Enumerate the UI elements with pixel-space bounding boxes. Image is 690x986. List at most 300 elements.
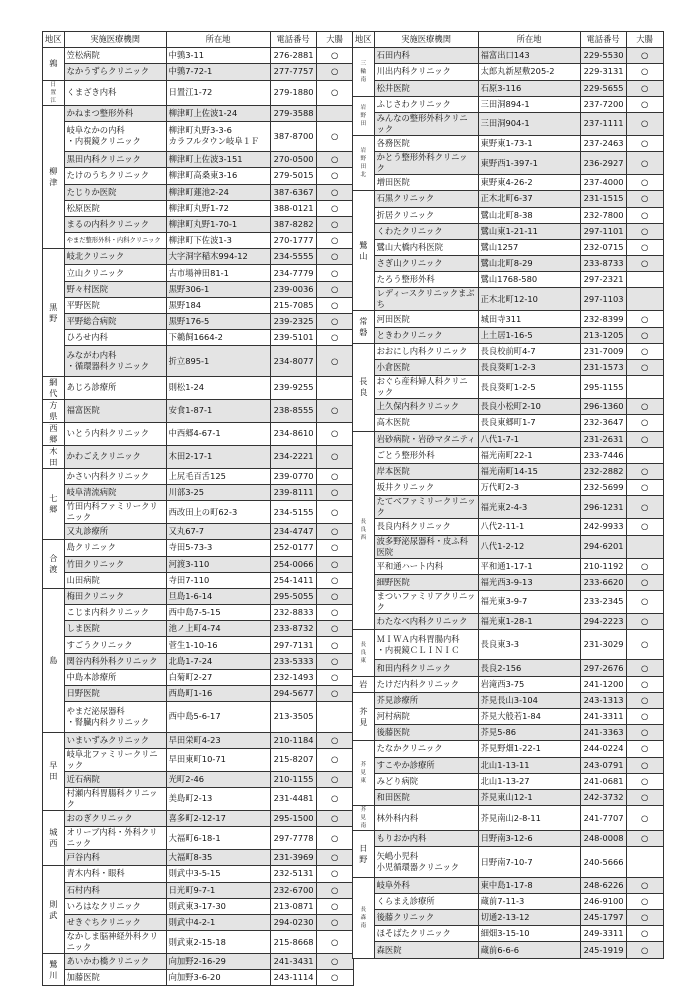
clinic-phone: 245-1919	[580, 942, 626, 958]
bowel-mark: ○	[626, 613, 663, 629]
clinic-phone: 387-6367	[270, 184, 316, 200]
clinic-address: 平和通1-17-1	[478, 558, 580, 574]
clinic-address: 柳津町高桑東3-16	[166, 168, 270, 184]
clinic-name: 川出内科クリニック	[374, 64, 478, 80]
bowel-mark: ○	[626, 893, 663, 909]
clinic-phone: 233-6620	[580, 574, 626, 590]
bowel-mark: ○	[626, 496, 663, 519]
clinic-name: 青木内科・眼科	[64, 866, 166, 882]
clinic-phone: 241-1200	[580, 676, 626, 692]
clinic-address: 東野東4-26-2	[478, 175, 580, 191]
clinic-phone: 243-1114	[270, 970, 316, 986]
clinic-phone: 231-1515	[580, 191, 626, 207]
clinic-address: 細畑3-15-10	[478, 926, 580, 942]
clinic-phone: 297-7778	[270, 827, 316, 850]
clinic-name: 石田内科	[374, 48, 478, 64]
area-cell: 合 渡	[43, 540, 65, 589]
bowel-mark: ○	[316, 787, 353, 810]
bowel-mark	[626, 447, 663, 463]
clinic-address: 福光南町22-1	[478, 447, 580, 463]
clinic-name: 各務医院	[374, 135, 478, 151]
clinic-address: 古市場神田81-1	[166, 265, 270, 281]
clinic-address: 河渡3-110	[166, 556, 270, 572]
area-cell: 則 武	[43, 866, 65, 954]
area-cell: 網 代	[43, 376, 65, 399]
table-row	[43, 827, 354, 850]
clinic-name: 高木医院	[374, 415, 478, 431]
clinic-address: 八代1-7-1	[478, 431, 580, 447]
clinic-name: 波多野泌尿器科・皮ふ科医院	[374, 535, 478, 558]
clinic-phone: 234-2221	[270, 445, 316, 468]
table-row	[43, 588, 354, 604]
clinic-name: 岐阜北ファミリークリニック	[64, 748, 166, 771]
bowel-mark: ○	[316, 931, 353, 954]
clinic-phone: 233-2345	[580, 590, 626, 613]
clinic-phone: 242-9933	[580, 519, 626, 535]
bowel-mark: ○	[316, 184, 353, 200]
table-row	[353, 692, 664, 708]
clinic-phone: 233-8733	[580, 256, 626, 272]
bowel-mark: ○	[626, 910, 663, 926]
table-row	[43, 669, 354, 685]
clinic-phone: 237-7200	[580, 96, 626, 112]
bowel-mark: ○	[626, 207, 663, 223]
table-row	[43, 80, 354, 105]
clinic-phone: 241-3311	[580, 709, 626, 725]
clinic-phone: 231-3029	[580, 630, 626, 660]
clinic-address: 則武東3-17-30	[166, 898, 270, 914]
bowel-mark: ○	[626, 574, 663, 590]
clinic-address: 池ノ上町4-74	[166, 621, 270, 637]
clinic-address: 柳津町丸野1-70-1	[166, 216, 270, 232]
area-cell: 岩 野 田	[353, 96, 375, 135]
clinic-name: 坂井クリニック	[374, 480, 478, 496]
clinic-phone: 233-7446	[580, 447, 626, 463]
table-row	[353, 399, 664, 415]
table-row	[353, 660, 664, 676]
table-row	[43, 281, 354, 297]
table-row	[43, 346, 354, 376]
table-row	[353, 48, 664, 64]
bowel-mark: ○	[316, 200, 353, 216]
clinic-phone: 215-8207	[270, 748, 316, 771]
clinic-name: みんなの整形外科クリニック	[374, 112, 478, 135]
clinic-address: 芥見大般若1-84	[478, 709, 580, 725]
table-row	[43, 233, 354, 249]
clinic-address: 西中島7-5-15	[166, 605, 270, 621]
bowel-mark	[626, 288, 663, 311]
clinic-address: 鷺山1257	[478, 239, 580, 255]
clinic-address: 太郎丸新屋敷205-2	[478, 64, 580, 80]
clinic-name: 笠松病院	[64, 48, 166, 64]
clinic-address: 長良小松町2-10	[478, 399, 580, 415]
bowel-mark: ○	[626, 48, 663, 64]
clinic-name: みながわ内科 ・循環器科クリニック	[64, 346, 166, 376]
clinic-name: こじま内科クリニック	[64, 605, 166, 621]
header-phone: 電話番号	[580, 32, 626, 48]
bowel-mark: ○	[316, 524, 353, 540]
bowel-mark: ○	[626, 415, 663, 431]
clinic-name: たけのうちクリニック	[64, 168, 166, 184]
clinic-phone: 277-7757	[270, 64, 316, 80]
clinic-name: 鷺山大橋内科医院	[374, 239, 478, 255]
clinic-phone: 232-5699	[580, 480, 626, 496]
clinic-name: 矢嶋小児科 小児循環器クリニック	[374, 847, 478, 877]
area-cell: 長 森 南	[353, 877, 375, 958]
table-row	[353, 630, 664, 660]
clinic-name: 山田病院	[64, 572, 166, 588]
clinic-address: 福光南町14-15	[478, 463, 580, 479]
clinic-name: 芥見診療所	[374, 692, 478, 708]
clinic-name: いろはなクリニック	[64, 898, 166, 914]
bowel-mark: ○	[316, 540, 353, 556]
clinic-phone: 234-8610	[270, 422, 316, 445]
clinic-address: 安食1-87-1	[166, 399, 270, 422]
clinic-name: やまだ整形外科・内科クリニック	[64, 233, 166, 249]
bowel-mark: ○	[626, 630, 663, 660]
clinic-phone: 295-1155	[580, 376, 626, 399]
bowel-mark: ○	[316, 445, 353, 468]
table-row	[353, 480, 664, 496]
table-row	[353, 207, 664, 223]
table-row	[353, 223, 664, 239]
clinic-phone: 237-1111	[580, 112, 626, 135]
clinic-phone: 234-7779	[270, 265, 316, 281]
clinic-address: 芥見東山12-1	[478, 789, 580, 805]
clinic-name: 岐阜清流病院	[64, 484, 166, 500]
clinic-phone: 242-3732	[580, 789, 626, 805]
right-table-body	[353, 48, 664, 958]
area-cell: 方 県	[43, 399, 65, 422]
table-row	[353, 415, 664, 431]
bowel-mark: ○	[626, 239, 663, 255]
table-row	[353, 741, 664, 757]
bowel-mark	[626, 847, 663, 877]
clinic-phone: 215-8668	[270, 931, 316, 954]
clinic-phone: 231-1573	[580, 360, 626, 376]
table-row	[43, 64, 354, 80]
clinic-phone: 294-6201	[580, 535, 626, 558]
table-row	[353, 942, 664, 958]
clinic-name: かとう整形外科クリニック	[374, 152, 478, 175]
clinic-address: 旦島1-6-14	[166, 588, 270, 604]
bowel-mark: ○	[316, 954, 353, 970]
bowel-mark: ○	[626, 96, 663, 112]
clinic-name: 島クリニック	[64, 540, 166, 556]
clinic-address: 北山1-13-27	[478, 773, 580, 789]
bowel-mark: ○	[626, 519, 663, 535]
bowel-mark: ○	[626, 64, 663, 80]
area-cell: 岩	[353, 676, 375, 692]
bowel-mark: ○	[316, 121, 353, 151]
clinic-phone: 232-7800	[580, 207, 626, 223]
table-row	[43, 468, 354, 484]
area-cell: 城 西	[43, 810, 65, 865]
clinic-phone: 279-1880	[270, 80, 316, 105]
clinic-address: 日野南3-12-6	[478, 831, 580, 847]
table-row	[43, 898, 354, 914]
clinic-phone: 237-2463	[580, 135, 626, 151]
table-row	[353, 272, 664, 288]
clinic-address: 黒野184	[166, 297, 270, 313]
bowel-mark: ○	[626, 590, 663, 613]
clinic-phone: 233-5333	[270, 653, 316, 669]
clinic-address: 芥見5-86	[478, 725, 580, 741]
bowel-mark	[316, 376, 353, 399]
clinic-phone: 237-4000	[580, 175, 626, 191]
clinic-name: 又丸診療所	[64, 524, 166, 540]
clinic-address: 中鶉7-72-1	[166, 64, 270, 80]
bowel-mark: ○	[316, 669, 353, 685]
area-cell: 芥 見 東	[353, 741, 375, 806]
clinic-name: 松原医院	[64, 200, 166, 216]
clinic-name: ふじさわクリニック	[374, 96, 478, 112]
clinic-name: なかしま脳神経外科クリニック	[64, 931, 166, 954]
clinic-name: 平野医院	[64, 297, 166, 313]
clinic-address: 中鶉3-11	[166, 48, 270, 64]
clinic-name: 後藤クリニック	[374, 910, 478, 926]
clinic-address: 芥見野畑1-22-1	[478, 741, 580, 757]
clinic-name: まるの内科クリニック	[64, 216, 166, 232]
clinic-address: 則松1-24	[166, 376, 270, 399]
table-row	[353, 613, 664, 629]
clinic-address: 中西郷4-67-1	[166, 422, 270, 445]
bowel-mark	[316, 702, 353, 732]
clinic-phone: 232-0715	[580, 239, 626, 255]
clinic-phone: 244-0224	[580, 741, 626, 757]
clinic-name: 梅田クリニック	[64, 588, 166, 604]
clinic-address: 寺田7-110	[166, 572, 270, 588]
bowel-mark	[626, 272, 663, 288]
clinic-name: 増田医院	[374, 175, 478, 191]
clinic-name: 村瀬内科胃腸科クリニック	[64, 787, 166, 810]
table-row	[43, 152, 354, 168]
bowel-mark: ○	[316, 281, 353, 297]
clinic-phone: 213-1205	[580, 327, 626, 343]
table-row	[43, 501, 354, 524]
bowel-mark: ○	[626, 135, 663, 151]
bowel-mark	[626, 535, 663, 558]
bowel-mark: ○	[316, 732, 353, 748]
clinic-address: 西中島5-6-17	[166, 702, 270, 732]
bowel-mark: ○	[316, 249, 353, 265]
clinic-phone: 245-1797	[580, 910, 626, 926]
clinic-phone: 296-1360	[580, 399, 626, 415]
clinic-address: 三田洞894-1	[478, 96, 580, 112]
clinic-name: 立山クリニック	[64, 265, 166, 281]
clinic-name: 森医院	[374, 942, 478, 958]
clinic-phone: 231-4481	[270, 787, 316, 810]
clinic-phone: 210-1184	[270, 732, 316, 748]
clinic-phone: 279-3588	[270, 105, 316, 121]
area-cell: 鷺 川	[43, 954, 65, 986]
clinic-address: 福光東1-28-1	[478, 613, 580, 629]
clinic-address: 喜多町2-12-17	[166, 810, 270, 826]
table-row	[353, 64, 664, 80]
bowel-mark: ○	[626, 431, 663, 447]
clinic-phone: 232-1493	[270, 669, 316, 685]
table-row	[43, 850, 354, 866]
clinic-address: 北島1-7-24	[166, 653, 270, 669]
clinic-phone: 294-2223	[580, 613, 626, 629]
clinic-name: 平和通ハート内科	[374, 558, 478, 574]
bowel-mark: ○	[626, 660, 663, 676]
table-row	[353, 496, 664, 519]
bowel-mark: ○	[626, 480, 663, 496]
clinic-phone: 239-8111	[270, 484, 316, 500]
bowel-mark: ○	[316, 748, 353, 771]
clinic-address: 八代1-2-12	[478, 535, 580, 558]
bowel-mark: ○	[316, 850, 353, 866]
clinic-phone: 388-0121	[270, 200, 316, 216]
clinic-address: 日野南7-10-7	[478, 847, 580, 877]
area-cell: 三 輪 南	[353, 48, 375, 97]
table-row	[353, 519, 664, 535]
clinic-phone: 232-2882	[580, 463, 626, 479]
clinic-phone: 248-6226	[580, 877, 626, 893]
clinic-name: いとう内科クリニック	[64, 422, 166, 445]
bowel-mark: ○	[626, 399, 663, 415]
bowel-mark: ○	[626, 360, 663, 376]
clinic-name: 平野総合病院	[64, 314, 166, 330]
clinic-phone: 270-1777	[270, 233, 316, 249]
bowel-mark: ○	[316, 882, 353, 898]
table-row	[353, 926, 664, 942]
clinic-phone: 234-8077	[270, 346, 316, 376]
table-row	[43, 914, 354, 930]
clinic-name: たけだ内科クリニック	[374, 676, 478, 692]
bowel-mark: ○	[626, 831, 663, 847]
table-row	[43, 484, 354, 500]
clinic-phone: 238-8555	[270, 399, 316, 422]
clinic-name: レディースクリニックまぶち	[374, 288, 478, 311]
bowel-mark: ○	[316, 48, 353, 64]
clinic-name: すごうクリニック	[64, 637, 166, 653]
clinic-name: 岐北クリニック	[64, 249, 166, 265]
clinic-name: 折居クリニック	[374, 207, 478, 223]
left-clinic-table	[42, 31, 354, 986]
area-cell: 芥 見	[353, 692, 375, 741]
clinic-name: 後藤医院	[374, 725, 478, 741]
clinic-phone: 254-0066	[270, 556, 316, 572]
bowel-mark: ○	[626, 676, 663, 692]
clinic-name: 細野医院	[374, 574, 478, 590]
clinic-address: 柳津町蓮池2-24	[166, 184, 270, 200]
clinic-phone: 213-0871	[270, 898, 316, 914]
bowel-mark: ○	[626, 80, 663, 96]
bowel-mark: ○	[626, 343, 663, 359]
bowel-mark: ○	[626, 175, 663, 191]
clinic-phone: 232-6700	[270, 882, 316, 898]
clinic-phone: 232-3647	[580, 415, 626, 431]
table-row	[353, 574, 664, 590]
table-row	[43, 810, 354, 826]
clinic-name: くわたクリニック	[374, 223, 478, 239]
table-row	[353, 343, 664, 359]
clinic-address: 城田寺311	[478, 311, 580, 327]
area-cell: 早 田	[43, 732, 65, 810]
clinic-address: 菅生1-10-16	[166, 637, 270, 653]
table-row	[43, 732, 354, 748]
clinic-name: ときわクリニック	[374, 327, 478, 343]
clinic-name: やまだ泌尿器科 ・腎臓内科クリニック	[64, 702, 166, 732]
clinic-phone: 215-7085	[270, 297, 316, 313]
clinic-name: 河田医院	[374, 311, 478, 327]
bowel-mark: ○	[626, 191, 663, 207]
table-row	[43, 330, 354, 346]
clinic-phone: 210-1155	[270, 771, 316, 787]
clinic-name: わたなべ内科クリニック	[374, 613, 478, 629]
table-row	[43, 702, 354, 732]
table-row	[43, 399, 354, 422]
clinic-name: おぐら産科婦人科クリニック	[374, 376, 478, 399]
clinic-phone: 297-7131	[270, 637, 316, 653]
table-row	[353, 327, 664, 343]
clinic-address: 川部3-25	[166, 484, 270, 500]
clinic-address: 長良葵町1-2-3	[478, 360, 580, 376]
clinic-name: 和田医院	[374, 789, 478, 805]
clinic-name: あじろ診療所	[64, 376, 166, 399]
clinic-address: 芥見南山2-8-11	[478, 806, 580, 831]
bowel-mark: ○	[626, 806, 663, 831]
table-row	[353, 831, 664, 847]
table-row	[43, 572, 354, 588]
table-row	[43, 771, 354, 787]
clinic-phone: 239-0770	[270, 468, 316, 484]
clinic-address: 木田2-17-1	[166, 445, 270, 468]
bowel-mark: ○	[626, 152, 663, 175]
table-row	[353, 447, 664, 463]
table-row	[353, 910, 664, 926]
table-row	[353, 535, 664, 558]
bowel-mark: ○	[316, 399, 353, 422]
clinic-name: かわごえクリニック	[64, 445, 166, 468]
table-row	[353, 877, 664, 893]
header-name: 実施医療機関	[374, 32, 478, 48]
clinic-name: 野々村医院	[64, 281, 166, 297]
table-row	[353, 893, 664, 909]
table-row	[43, 249, 354, 265]
clinic-phone: 387-8282	[270, 216, 316, 232]
clinic-phone: 249-3311	[580, 926, 626, 942]
bowel-mark: ○	[626, 757, 663, 773]
table-row	[353, 431, 664, 447]
area-cell: 黒 野	[43, 249, 65, 377]
clinic-phone: 233-8732	[270, 621, 316, 637]
bowel-mark: ○	[626, 709, 663, 725]
clinic-address: 則武中3-5-15	[166, 866, 270, 882]
clinic-name: 岐阜なかの内科 ・内視鏡クリニック	[64, 121, 166, 151]
header-bowel: 大腸	[626, 32, 663, 48]
clinic-phone: 236-2927	[580, 152, 626, 175]
table-row	[353, 311, 664, 327]
clinic-phone: 234-4747	[270, 524, 316, 540]
bowel-mark: ○	[316, 152, 353, 168]
clinic-phone: 229-5530	[580, 48, 626, 64]
table-row	[353, 96, 664, 112]
right-clinic-table	[352, 31, 664, 959]
clinic-address: 向加野3-6-20	[166, 970, 270, 986]
clinic-address: 黒野176-5	[166, 314, 270, 330]
clinic-phone: 231-2631	[580, 431, 626, 447]
table-row	[353, 135, 664, 151]
table-row	[43, 748, 354, 771]
area-cell: 七 郷	[43, 468, 65, 540]
clinic-phone: 213-3505	[270, 702, 316, 732]
clinic-address: 鷺山東1-21-11	[478, 223, 580, 239]
clinic-address: 切通2-13-12	[478, 910, 580, 926]
header-name: 実施医療機関	[64, 32, 166, 48]
